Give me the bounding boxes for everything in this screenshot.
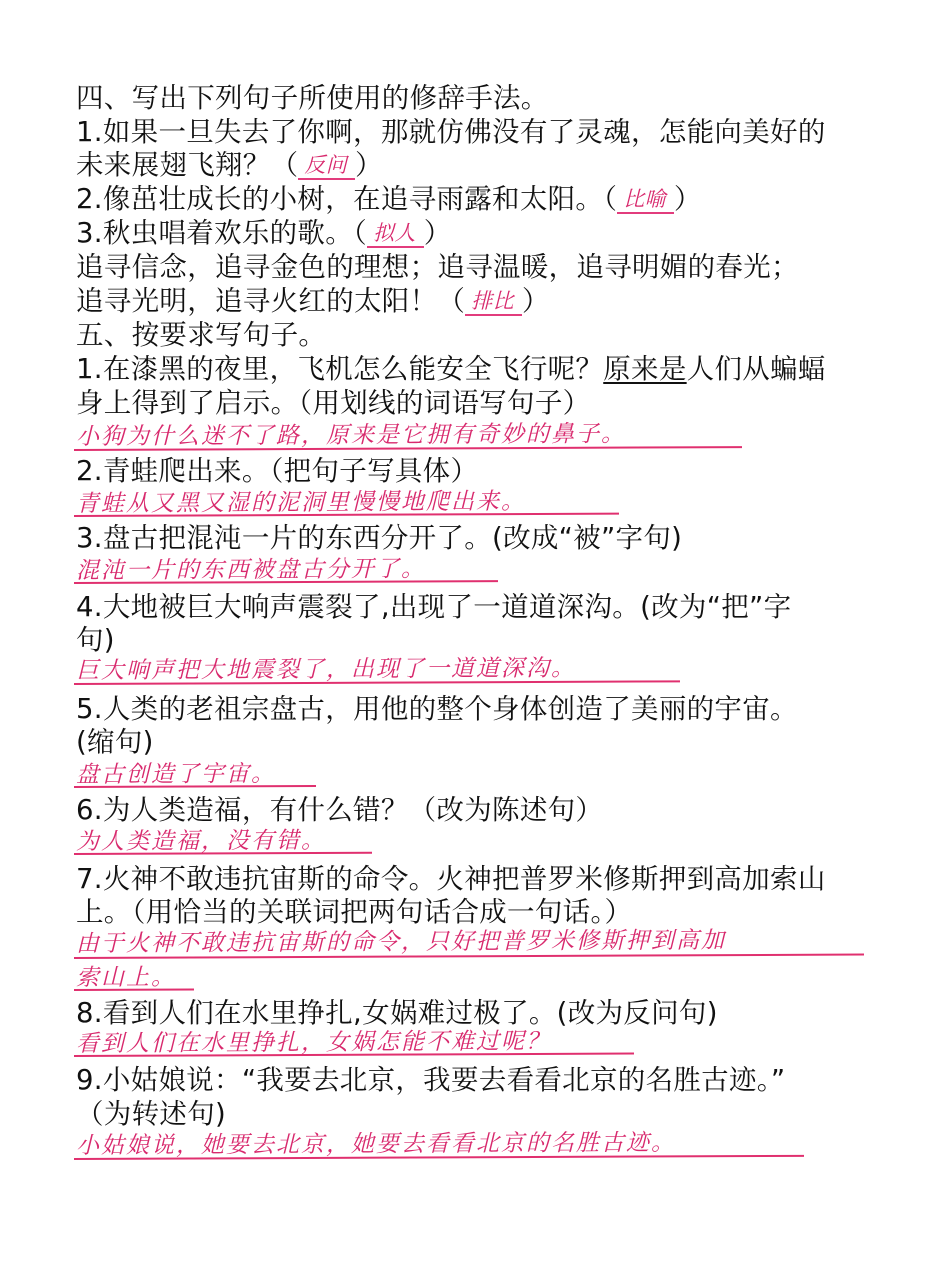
s5-q5-answer: 盘古创造了宇宙。 (75, 760, 277, 788)
section5-title: 五、按要求写句子。 (76, 319, 327, 351)
s5-q6-line1: 6.为人类造福，有什么错？（改为陈述句） (76, 794, 604, 826)
s4-q2-answer: 比喻 (617, 186, 674, 214)
s4-q3-line (76, 216, 452, 250)
s4-q2-line (76, 182, 702, 216)
s5-q1-answer: 小狗为什么迷不了路，原来是它拥有奇妙的鼻子。 (75, 421, 627, 450)
s4-q2-close: ） (673, 183, 702, 215)
s4-q2-prompt: 2.像茁壮成长的小树，在追寻雨露和太阳。（ (76, 183, 618, 215)
s5-q5-line2: (缩句) (76, 726, 154, 758)
s5-q5-line1: 5.人类的老祖宗盘古，用他的整个身体创造了美丽的宇宙。 (76, 693, 798, 725)
s5-q8-answer: 看到人们在水里挣扎，女娲怎能不难过呢？ (75, 1028, 552, 1057)
s4-q3-answer: 拟人 (367, 220, 424, 248)
s4-q4-line1: 追寻信念，追寻金色的理想；追寻温暖，追寻明媚的春光； (76, 251, 799, 283)
s5-q8-line1: 8.看到人们在水里挣扎,女娲难过极了。(改为反问句) (76, 997, 718, 1029)
s4-q1-close: ） (355, 149, 383, 181)
s4-q3-prompt: 3.秋虫唱着欢乐的歌。（ (76, 217, 368, 249)
s5-q4-line1: 4.大地被巨大响声震裂了,出现了一道道深沟。(改为“把”字 (76, 591, 792, 623)
section4-title: 四、写出下列句子所使用的修辞手法。 (76, 82, 549, 114)
s5-q1-text-b: 人们从蝙蝠 (686, 353, 826, 385)
s5-q7-answer-line2: 索山上。 (75, 964, 177, 991)
s4-q1-answer: 反问 (298, 152, 355, 180)
s5-q1-line2: 身上得到了启示。（用划线的词语写句子） (76, 387, 591, 419)
s5-q1-text-a: 1.在漆黑的夜里，飞机怎么能安全飞行呢？ (76, 353, 604, 385)
s5-q6-answer: 为人类造福，没有错。 (75, 827, 327, 855)
s5-q7-line2: 上。（用恰当的关联词把两句话合成一句话。） (76, 896, 633, 928)
s5-q9-line1: 9.小姑娘说：“我要去北京，我要去看看北京的名胜古迹。” (76, 1064, 786, 1096)
s4-q4-line2 (76, 284, 550, 318)
s4-q1-line2 (76, 148, 383, 182)
s5-q9-answer: 小姑娘说，她要去北京，她要去看看北京的名胜古迹。 (75, 1129, 677, 1159)
s4-q1-line1: 1.如果一旦失去了你啊，那就仿佛没有了灵魂，怎能向美好的 (76, 116, 826, 148)
s5-q9-line2: （为转述句) (76, 1098, 227, 1130)
s5-q7-answer-line1: 由于火神不敢违抗宙斯的命令，只好把普罗米修斯押到高加 (75, 927, 727, 957)
s4-q1-prompt: 未来展翅飞翔？（ (76, 149, 299, 181)
s5-q3-line1: 3.盘古把混沌一片的东西分开了。(改成“被”字句) (76, 522, 683, 554)
s5-q2-answer: 青蛙从又黑又湿的泥洞里慢慢地爬出来。 (75, 488, 527, 517)
s4-q4-answer: 排比 (465, 288, 522, 316)
s5-q4-line2: 句) (76, 624, 115, 656)
s5-q4-answer: 巨大响声把大地震裂了，出现了一道道深沟。 (75, 655, 577, 684)
s5-q2-line1: 2.青蛙爬出来。（把句子写具体） (76, 455, 479, 487)
s5-q3-answer: 混沌一片的东西被盘古分开了。 (75, 556, 427, 584)
s4-q3-close: ） (423, 217, 452, 249)
s5-q1-underlined-word: 原来是 (603, 353, 687, 385)
s5-q1-line1 (76, 352, 826, 386)
s4-q4-close: ） (521, 285, 550, 317)
s4-q4-prompt: 追寻光明，追寻火红的太阳！（ (76, 285, 466, 317)
s5-q7-line1: 7.火神不敢违抗宙斯的命令。火神把普罗米修斯押到高加索山 (76, 863, 826, 895)
